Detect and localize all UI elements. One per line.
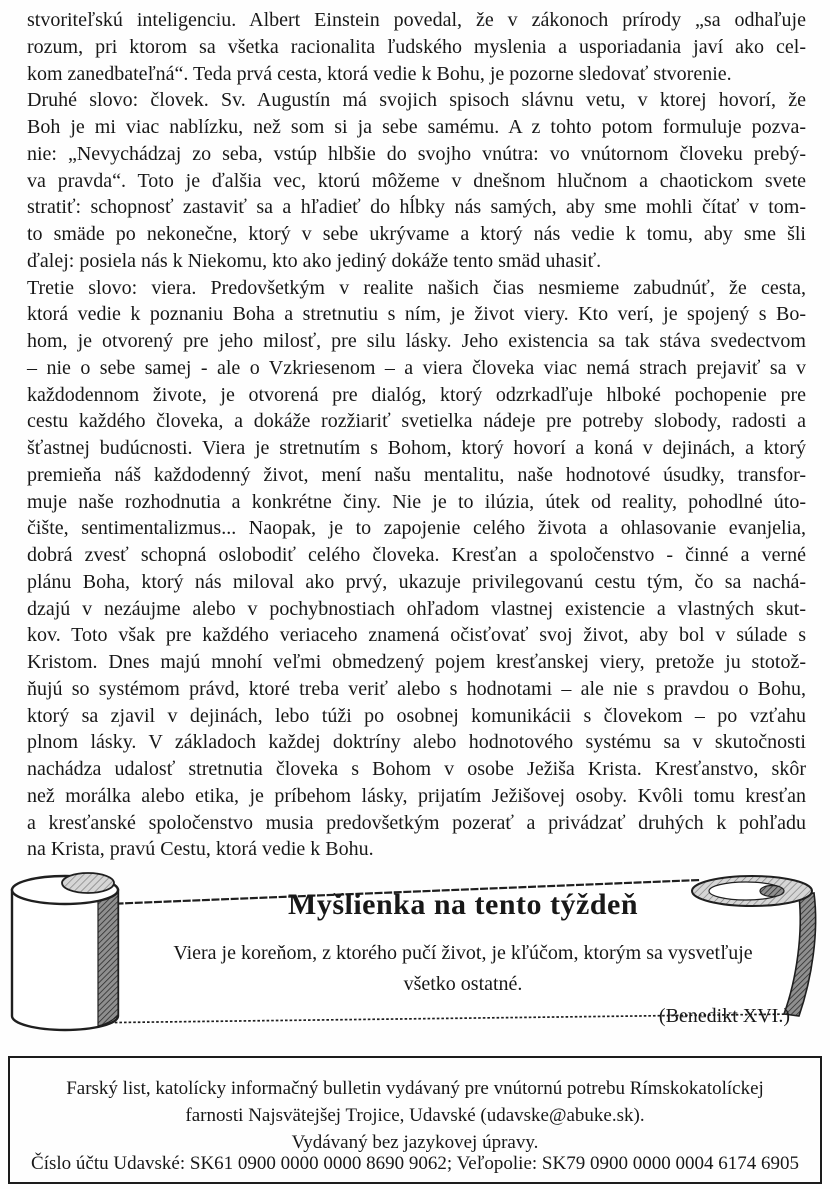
- text-line: kom zanedbateľná“. Teda prvá cesta, ktorá vedie k Bohu, je pozorne sledovať stvorenie.: [27, 62, 732, 85]
- scroll-left-roll: [12, 873, 118, 1030]
- text-line: rozum, pri ktorom sa všetka racionalita ľudského myslenia a usporiadania javí ako cel-: [27, 35, 806, 58]
- text-line: každodennom živote, je otvorená pre dialóg, ktorý odzrkadľuje hlboké pochopenie pre: [27, 383, 806, 406]
- text-line: Tretie slovo: viera. Predovšetkým v realite našich čias nesmieme zabudnúť, že cesta,: [27, 276, 806, 299]
- banner-title: Myšlienka na tento týždeň: [288, 888, 638, 921]
- text-line: dzajú v nezáujme alebo v pochybnostiach ohľadom vlastnej existencie a vlastných skut-: [27, 597, 806, 620]
- text-line: cestu každého človeka, a dokáže rozžiariť svetielka nádeje pre potreby slobody, radosti a: [27, 410, 806, 433]
- footer-account-line: Číslo účtu Udavské: SK61 0900 0000 0000 8690 9062; Veľopolie: SK79 0900 0000 0004 6174 6905: [31, 1153, 799, 1174]
- banner-attribution: (Benedikt XVI.): [658, 1005, 790, 1027]
- text-line: nie: „Nevychádzaj zo seba, vstúp hlbšie do svojho vnútra: vo vnútornom človeku prebý-: [27, 142, 806, 165]
- footer-text-line: farnosti Najsvätejšej Trojice, Udavské (udavske@abuke.sk).: [185, 1105, 645, 1126]
- article-text: [27, 7, 806, 863]
- banner-quote: [132, 938, 794, 1000]
- text-line: ďalej: posiela nás k Niekomu, kto ako jediný dokáže tento smäd uhasiť.: [27, 249, 602, 272]
- text-line: premieňa náš každodenný život, mení našu mentalitu, naše hodnotové úsudky, transfor-: [27, 463, 806, 486]
- text-line: stvoriteľskú inteligenciu. Albert Einstein povedal, že v zákonoch prírody „sa odhaľuje: [27, 9, 806, 31]
- text-line: plnom lásky. V základoch každej doktríny alebo hodnotového systému sa v skutočnosti: [27, 731, 806, 754]
- footer-info: [10, 1058, 820, 1156]
- footer-box: [8, 1056, 822, 1184]
- banner-text-block: [132, 866, 794, 1028]
- text-line: a kresťanské spoločenstvo musia predovšetkým pozerať a privádzať druhých k pohľadu: [27, 811, 806, 834]
- text-line: Boh je mi viac nablízku, než som si ja sebe samému. A z tohto potom formuluje pozva-: [27, 116, 806, 138]
- text-line: kov. Toto však pre každého veriaceho znamená očisťovať svoj život, aby bol v súlade s: [27, 624, 806, 647]
- text-line: plánu Boha, ktorý nás miloval ako prvý, ukazuje privilegovanú cestu tým, čo sa nachá-: [27, 570, 806, 593]
- text-line: šťastnej budúcnosti. Viera je stretnutím s Bohom, ktorý hovorí a koná v dejinách, a ktorý: [27, 437, 806, 459]
- text-line: na Krista, pravú Cestu, ktorá vedie k Bohu.: [27, 838, 374, 861]
- text-line: ktorý sa zjavil v dejinách, lebo túži po osobnej komunikácii s človekom – po vzťahu: [27, 704, 806, 727]
- text-line: dobrá zvesť schopná oslobodiť celého človeka. Kresťan a spoločenstvo - činné a verné: [27, 544, 806, 566]
- text-line: Kristom. Dnes majú mnohí veľmi obmedzený pojem kresťanskej viery, pretože ju stotož-: [27, 651, 806, 673]
- thought-of-week-banner: [0, 866, 830, 1058]
- text-line: hom, je otvorený pre jeho milosť, pre silu lásky. Jeho existencia sa tak stáva svedectvom: [27, 330, 806, 352]
- text-line: Druhé slovo: človek. Sv. Augustín má svojich spisoch slávnu vetu, v ktorej hovorí, že: [27, 89, 806, 112]
- text-line: stratiť: schopnosť zastaviť sa a hľadieť do hĺbky nás samých, aby sme mohli čítať v tom-: [27, 196, 806, 219]
- banner-quote-line: všetko ostatné.: [403, 973, 523, 995]
- text-line: muje naše rozhodnutia a konkrétne činy. Nie je to ilúzia, útek od reality, pohodlné úto-: [27, 490, 806, 513]
- text-line: nachádza udalosť stretnutia človeka s Bohom v osobe Ježiša Krista. Kresťanstvo, skôr: [27, 758, 806, 780]
- footer-text-line: Farský list, katolícky informačný bulletin vydávaný pre vnútornú potrebu Rímskokatolíckej: [66, 1078, 764, 1099]
- text-line: to smäde po nekonečne, ktorý v sebe ukrývame a ktorý nás vedie k tomu, aby sme šli: [27, 223, 806, 245]
- footer-text-line: Vydávaný bez jazykovej úpravy.: [291, 1132, 539, 1153]
- text-line: – nie o sebe samej - ale o Vzkriesenom – a viera človeka viac nemá strach prejaviť sa v: [27, 356, 806, 379]
- text-line: va pravda“. Toto je ďalšia vec, ktorú môžeme v dnešnom hlučnom a chaotickom svete: [27, 169, 806, 192]
- text-line: ňujú so systémom právd, ktoré treba veriť alebo s hodnotami – ale nie s pravdou o Bohu,: [27, 677, 806, 700]
- text-line: než morálka alebo etika, je príbehom lásky, prijatím Ježišovej osoby. Kvôli tomu kresťan: [27, 784, 806, 807]
- text-line: čište, sentimentalizmus... Naopak, je to zapojenie celého života a ohlasovanie evanjelia,: [27, 517, 806, 540]
- text-line: ktorá vedie k poznaniu Boha a stretnutiu s ním, je život viery. Kto verí, je spojený s Bo-: [27, 303, 806, 326]
- banner-quote-line: Viera je koreňom, z ktorého pučí život, je kľúčom, ktorým sa vysvetľuje: [173, 942, 753, 964]
